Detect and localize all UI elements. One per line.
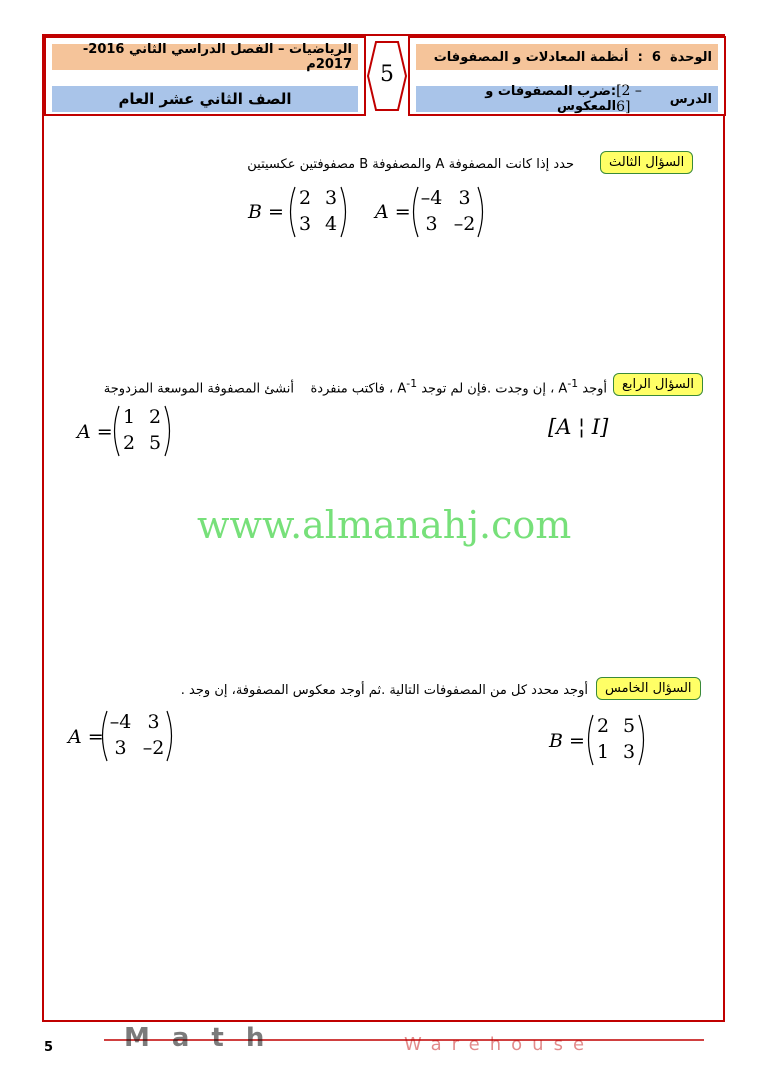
matrix-cell: –4 bbox=[109, 711, 132, 733]
matrix-cell: –4 bbox=[420, 187, 443, 209]
page-badge-number: 5 bbox=[380, 62, 394, 87]
q3-A-label: A = bbox=[375, 201, 411, 223]
q4-badge: السؤال الرابع bbox=[613, 373, 703, 396]
matrix-cell: 3 bbox=[298, 213, 312, 235]
q3-B-matrix bbox=[286, 186, 350, 238]
matrix-cell: –2 bbox=[453, 213, 476, 235]
watermark: www.almanahj.com bbox=[197, 503, 572, 547]
matrix-cell: 1 bbox=[122, 406, 136, 428]
matrix-cell: 3 bbox=[114, 737, 127, 759]
matrix-cell: –2 bbox=[142, 737, 165, 759]
matrix-cell: 2 bbox=[122, 432, 136, 454]
q3-text: حدد إذا كانت المصفوفة A والمصفوفة B مصفوفتين عكسيتين bbox=[247, 157, 574, 172]
header-unit-box bbox=[408, 36, 726, 116]
matrix-cell: 5 bbox=[622, 715, 636, 737]
q4-text: أوجد $A^{-1}$ ، إن وجدت .فإن لم توجد $A^{-1}$ ، فاكتب منفردة أنشئ المصفوفة الموسعة المزدوجة bbox=[103, 377, 607, 397]
footer-page-number: 5 bbox=[44, 1040, 54, 1055]
q4-augmented-matrix: [A ¦ I] bbox=[548, 415, 609, 439]
matrix-cell: 3 bbox=[425, 213, 438, 235]
q5-text: أوجد محدد كل من المصفوفات التالية .ثم أوجد معكوس المصفوفة، إن وجد . bbox=[180, 683, 588, 698]
header-subject-box bbox=[44, 36, 366, 116]
matrix-cell: 5 bbox=[148, 432, 162, 454]
matrix-cell: 3 bbox=[622, 741, 636, 763]
page-badge bbox=[366, 40, 408, 112]
matrix-cell: 1 bbox=[596, 741, 610, 763]
matrix-cell: 3 bbox=[458, 187, 471, 209]
q5-A-matrix bbox=[98, 710, 176, 762]
svg-text:Warehouse: Warehouse bbox=[404, 1034, 595, 1055]
q4-A-label: A = bbox=[77, 421, 113, 443]
q4-A-matrix bbox=[110, 405, 174, 457]
matrix-cell: 2 bbox=[298, 187, 312, 209]
q5-B-matrix bbox=[584, 714, 648, 766]
subject-term: الرياضيات – الفصل الدراسي الثاني 2016-2017م bbox=[52, 44, 358, 70]
matrix-cell: 3 bbox=[324, 187, 338, 209]
q3-A-matrix bbox=[409, 186, 487, 238]
q5-A-label: A = bbox=[68, 726, 104, 748]
q5-B-label: B = bbox=[549, 730, 585, 752]
footer-logo bbox=[104, 1026, 724, 1056]
matrix-cell: 3 bbox=[147, 711, 160, 733]
svg-text:Math: Math bbox=[124, 1026, 287, 1053]
grade-label: الصف الثاني عشر العام bbox=[52, 86, 358, 112]
matrix-cell: 4 bbox=[324, 213, 338, 235]
matrix-cell: 2 bbox=[596, 715, 610, 737]
q3-badge: السؤال الثالث bbox=[600, 151, 693, 174]
math-warehouse-logo-icon bbox=[104, 1026, 724, 1056]
lesson-title: الدرس [2 – 6] :ضرب المصفوفات و المعكوس bbox=[416, 86, 718, 112]
matrix-cell: 2 bbox=[148, 406, 162, 428]
q3-B-label: B = bbox=[248, 201, 284, 223]
unit-title: الوحدة 6 : أنظمة المعادلات و المصفوفات bbox=[416, 44, 718, 70]
q5-badge: السؤال الخامس bbox=[596, 677, 701, 700]
